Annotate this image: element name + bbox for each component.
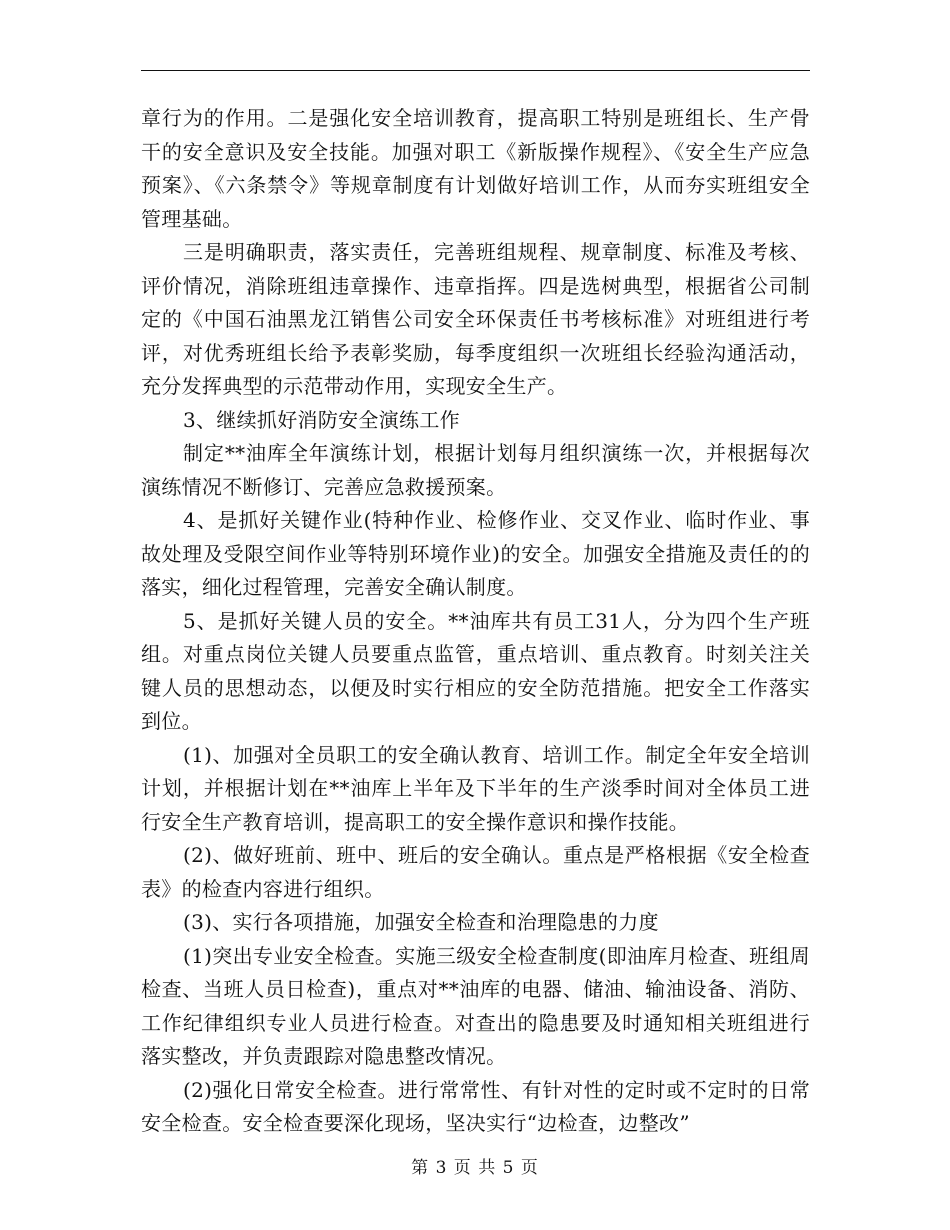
paragraph: 章行为的作用。二是强化安全培训教育，提高职工特别是班组长、生产骨干的安全意识及安全技能。加强对职工《新版操作规程》、《安全生产应急预案》、《六条禁令》等规章制度有计划做好培训工作，从而夯实班组安全管理基础。: [141, 106, 810, 231]
page-footer: [0, 1153, 950, 1178]
paragraph: 4、是抓好关键作业(特种作业、检修作业、交叉作业、临时作业、事故处理及受限空间作业等特别环境作业)的安全。加强安全措施及责任的的落实，细化过程管理，完善安全确认制度。: [141, 508, 810, 599]
paragraph: (3)、实行各项措施，加强安全检查和治理隐患的力度: [183, 910, 659, 934]
paragraph: 5、是抓好关键人员的安全。**油库共有员工31人，分为四个生产班组。对重点岗位关键人员要重点监管，重点培训、重点教育。时刻关注关键人员的思想动态，以便及时实行相应的安全防范措施。把安全工作落实到位。: [141, 608, 810, 733]
section-heading: 3、继续抓好消防安全演练工作: [183, 407, 460, 432]
header-rule: [141, 70, 810, 71]
paragraph: (2)强化日常安全检查。进行常常性、有针对性的定时或不定时的日常安全检查。安全检查要深化现场，坚决实行“边检查，边整改”: [141, 1077, 810, 1135]
paragraph: (2)、做好班前、班中、班后的安全确认。重点是严格根据《安全检查表》的检查内容进行组织。: [141, 843, 810, 901]
document-body: [141, 102, 810, 1141]
paragraph: 三是明确职责，落实责任，完善班组规程、规章制度、标准及考核、评价情况，消除班组违章操作、违章指挥。四是选树典型，根据省公司制定的《中国石油黑龙江销售公司安全环保责任书考核标准》对班组进行考评，对优秀班组长给予表彰奖励，每季度组织一次班组长经验沟通活动，充分发挥典型的示范带动作用，实现安全生产。: [141, 240, 810, 398]
page-number: 第 3 页 共 5 页: [411, 1158, 539, 1178]
paragraph: (1)突出专业安全检查。实施三级安全检查制度(即油库月检查、班组周检查、当班人员日检查)，重点对**油库的电器、储油、输油设备、消防、工作纪律组织专业人员进行检查。对查出的隐患要及时通知相关班组进行落实整改，并负责跟踪对隐患整改情况。: [141, 943, 810, 1068]
paragraph: (1)、加强对全员职工的安全确认教育、培训工作。制定全年安全培训计划，并根据计划在**油库上半年及下半年的生产淡季时间对全体员工进行安全生产教育培训，提高职工的安全操作意识和操作技能。: [141, 742, 810, 834]
paragraph: 制定**油库全年演练计划，根据计划每月组织演练一次，并根据每次演练情况不断修订、完善应急救援预案。: [141, 441, 810, 499]
